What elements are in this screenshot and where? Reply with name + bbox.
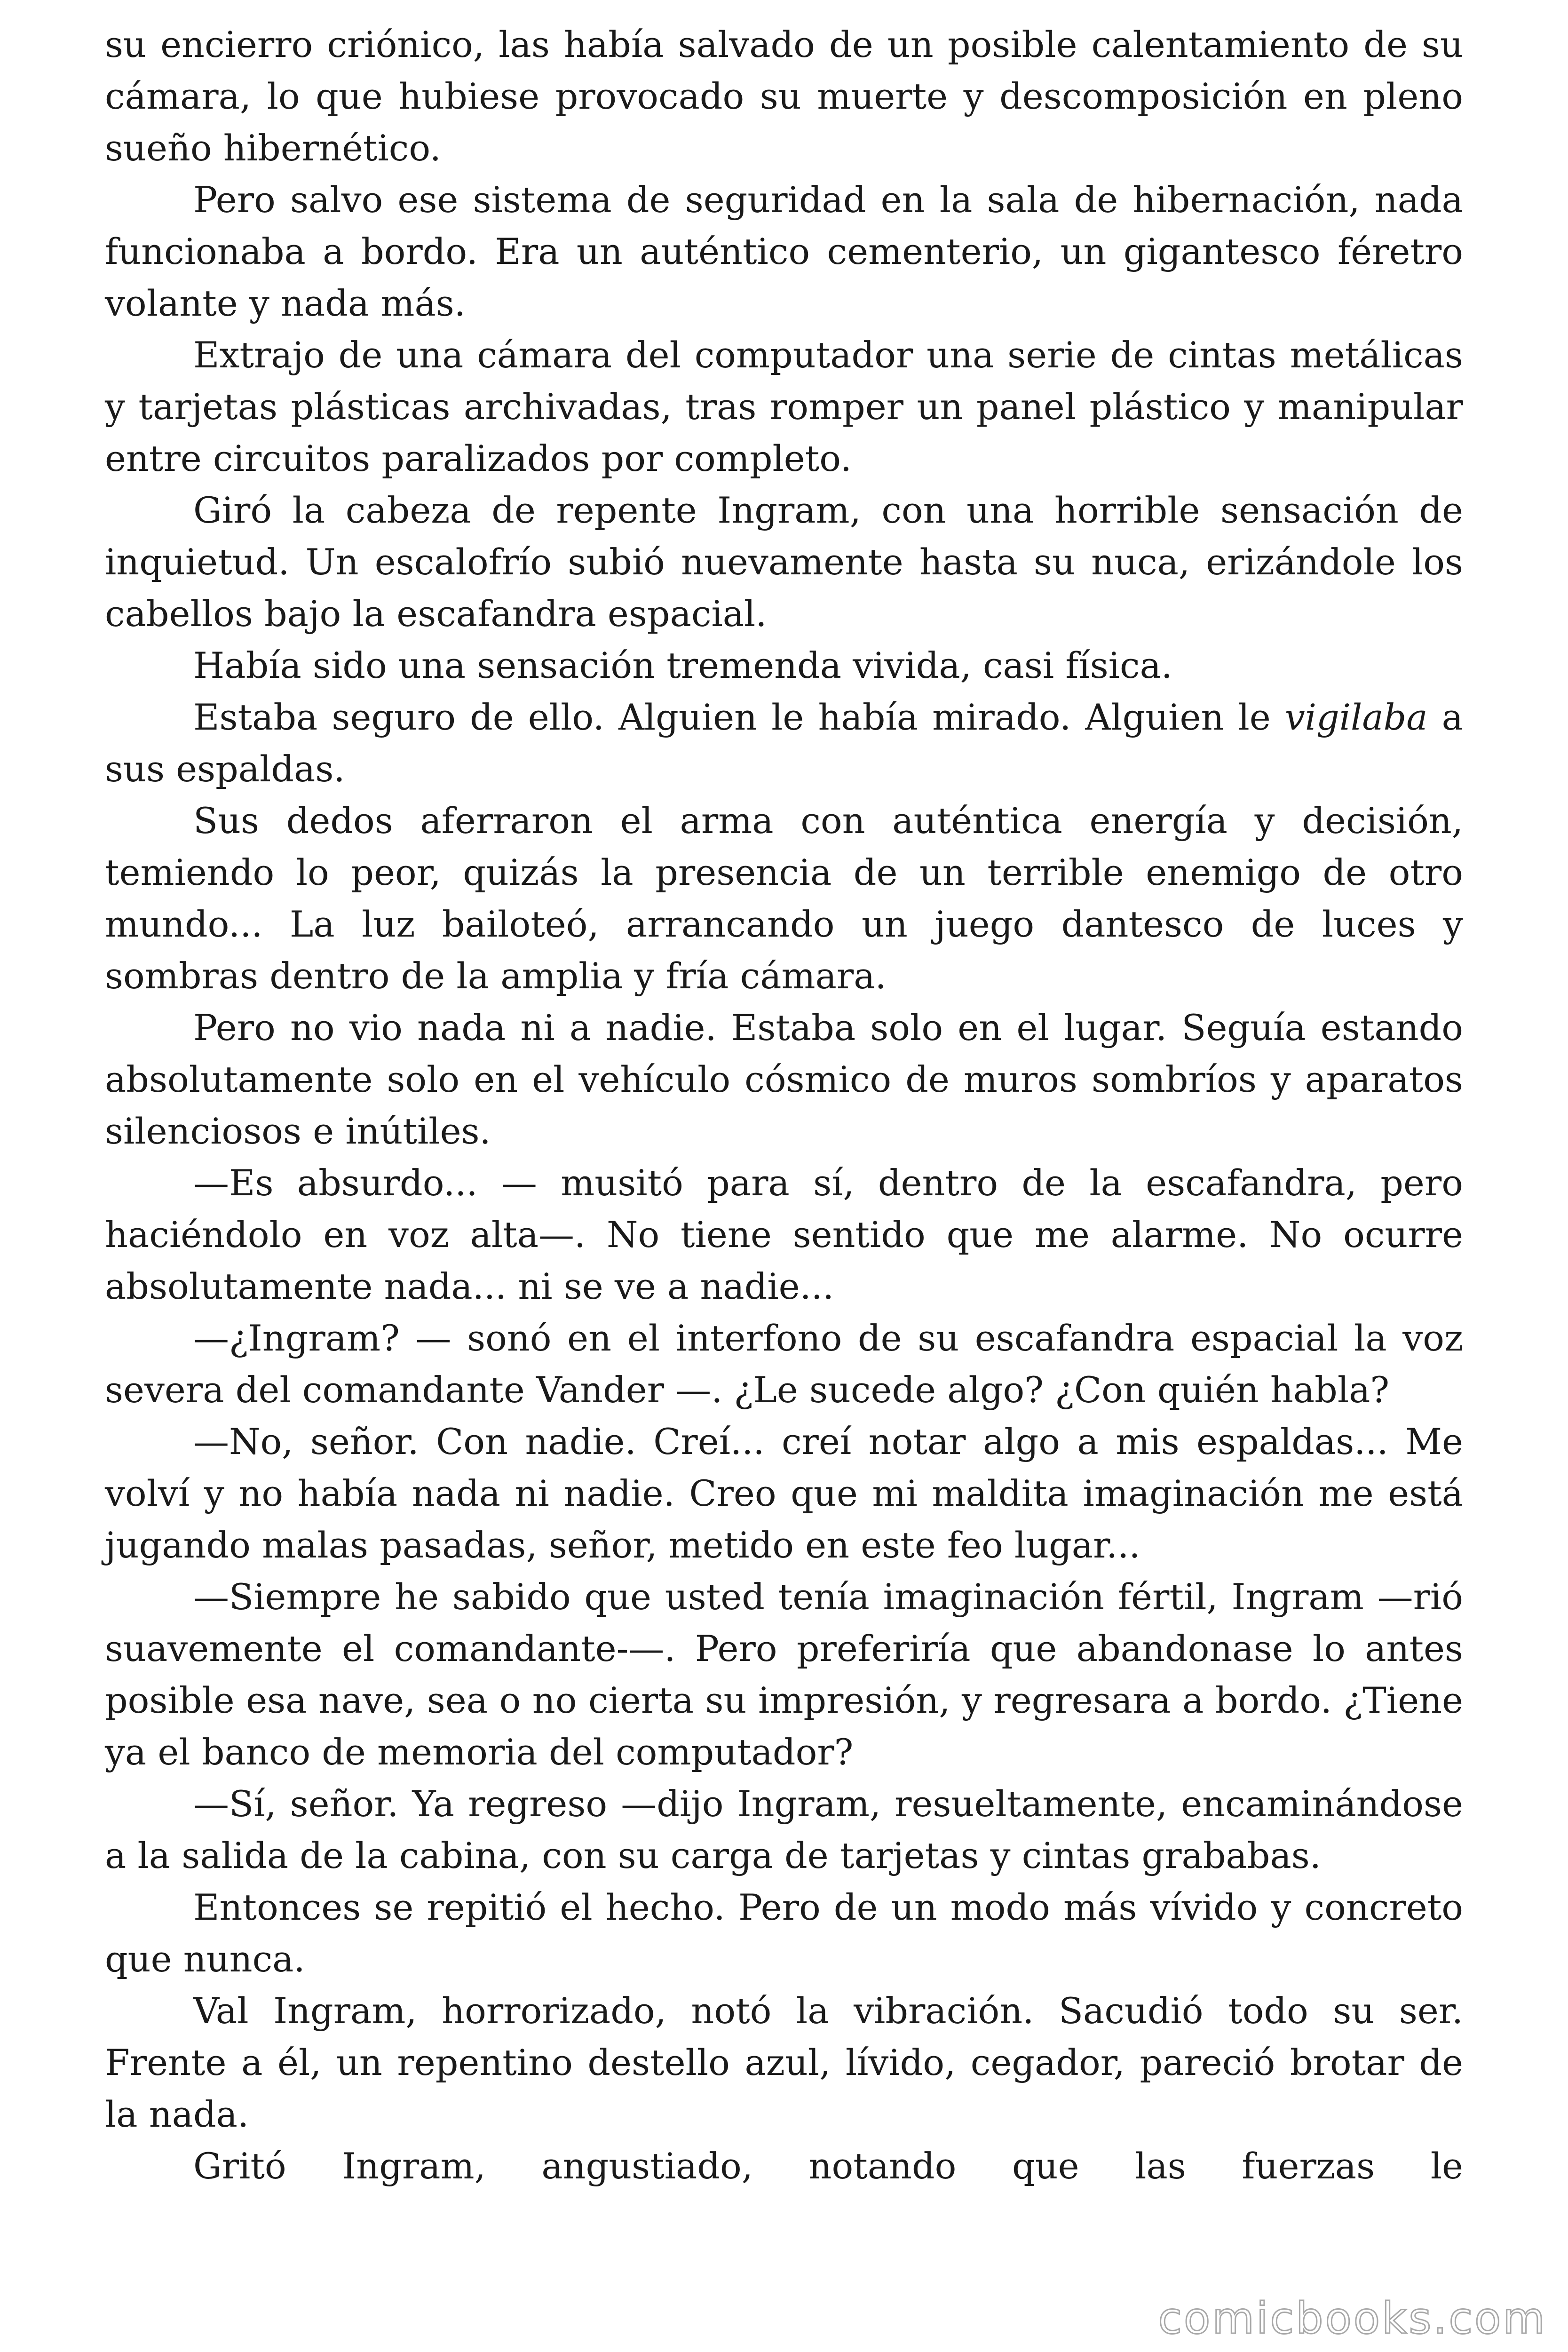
paragraph: —Sí, señor. Ya regreso —dijo Ingram, resueltamente, encaminándose a la salida de la cabina, con su carga de tarjetas y cintas grababas. xyxy=(105,1783,1463,1876)
paragraph: Val Ingram, horrorizado, notó la vibración. Sacudió todo su ser. Frente a él, un repentino destello azul, lívido, cegador, pareció brotar de la nada. xyxy=(105,1990,1463,2135)
text-span: a sus espaldas. xyxy=(105,696,1463,790)
paragraph: su encierro criónico, las había salvado de un posible calentamiento de su cámara, lo que hubiese provocado su muerte y descomposición en pleno sueño hibernético. xyxy=(105,24,1463,169)
paragraph: Había sido una sensación tremenda vivida, casi física. xyxy=(193,644,1173,686)
paragraph: —Es absurdo... — musitó para sí, dentro de la escafandra, pero haciéndolo en voz alta—. No tiene sentido que me alarme. No ocurre absolutamente nada... ni se ve a nadie... xyxy=(105,1162,1463,1307)
paragraph: Giró la cabeza de repente Ingram, con una horrible sensación de inquietud. Un escalofrío subió nuevamente hasta su nuca, erizándole los cabellos bajo la escafandra espacial. xyxy=(105,489,1463,635)
book-page xyxy=(105,19,1463,2192)
paragraph: —Siempre he sabido que usted tenía imaginación fértil, Ingram —rió suavemente el comandante-—. Pero preferiría que abandonase lo antes posible esa nave, sea o no cierta su impresión, y regresara a bordo. ¿Tiene ya el banco de memoria del computador? xyxy=(105,1576,1463,1773)
paragraph: Pero salvo ese sistema de seguridad en la sala de hibernación, nada funcionaba a bordo. Era un auténtico cementerio, un gigantesco féretro volante y nada más. xyxy=(105,179,1463,324)
paragraph: Gritó Ingram, angustiado, notando que las fuerzas le xyxy=(193,2145,1463,2187)
paragraph: Extrajo de una cámara del computador una serie de cintas metálicas y tarjetas plásticas archivadas, tras romper un panel plástico y manipular entre circuitos paralizados por completo. xyxy=(105,334,1463,479)
watermark: comicbooks.com xyxy=(1158,2293,1547,2344)
paragraph: Entonces se repitió el hecho. Pero de un modo más vívido y concreto que nunca. xyxy=(105,1886,1463,1980)
paragraph: —¿Ingram? — sonó en el interfono de su escafandra espacial la voz severa del comandante Vander —. ¿Le sucede algo? ¿Con quién habla? xyxy=(105,1317,1463,1411)
paragraph: Pero no vio nada ni a nadie. Estaba solo en el lugar. Seguía estando absolutamente solo en el vehículo cósmico de muros sombríos y aparatos silenciosos e inútiles. xyxy=(105,1007,1463,1152)
paragraph-with-italic xyxy=(105,691,1463,795)
paragraph: —No, señor. Con nadie. Creí... creí notar algo a mis espaldas... Me volví y no había nada ni nadie. Creo que mi maldita imaginación me está jugando malas pasadas, señor, metido en este feo lugar... xyxy=(105,1421,1463,1566)
italic-word: vigilaba xyxy=(1284,696,1428,738)
text-span: Estaba seguro de ello. Alguien le había mirado. Alguien le xyxy=(193,696,1285,738)
paragraph: Sus dedos aferraron el arma con auténtica energía y decisión, temiendo lo peor, quizás la presencia de un terrible enemigo de otro mundo... La luz bailoteó, arrancando un juego dantesco de luces y sombras dentro de la amplia y fría cámara. xyxy=(105,800,1463,997)
